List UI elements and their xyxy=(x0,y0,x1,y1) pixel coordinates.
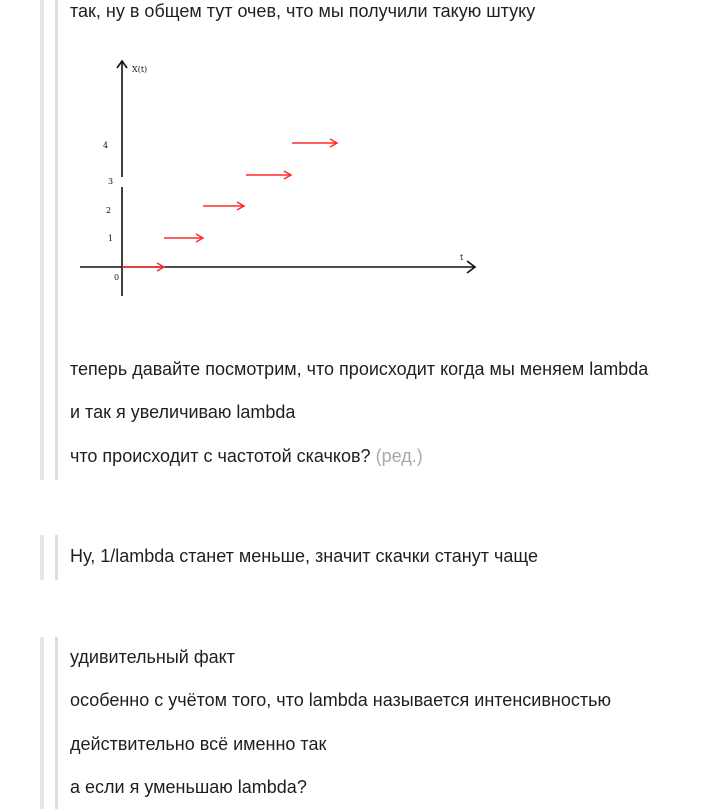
quote-bar-inner xyxy=(55,637,58,809)
message-text: и так я увеличиваю lambda xyxy=(70,402,296,422)
tick-label-4: 4 xyxy=(103,141,109,150)
message-text: Ну, 1/lambda станет меньше, значит скачки станут чаще xyxy=(70,546,538,566)
message-text: теперь давайте посмотрим, что происходит когда мы меняем lambda xyxy=(70,359,649,379)
message-text: удивительный факт xyxy=(70,647,235,667)
message-text: особенно с учётом того, что lambda называется интенсивностью xyxy=(70,690,611,710)
tick-label-0: 0 xyxy=(114,273,120,282)
message-text-with-edit xyxy=(70,445,423,467)
message-text: так, ну в общем тут очев, что мы получили такую штуку xyxy=(70,1,536,21)
tick-label-2: 2 xyxy=(106,206,112,215)
y-axis-label: X(t) xyxy=(132,65,148,74)
tick-label-3: 3 xyxy=(108,177,114,186)
message-text: а если я уменьшаю lambda? xyxy=(70,777,307,797)
message-text: что происходит с частотой скачков? xyxy=(70,446,371,466)
quote-bar xyxy=(40,535,44,580)
jump-process-diagram xyxy=(75,50,485,310)
quote-bar-inner xyxy=(55,0,58,480)
edited-label[interactable]: (ред.) xyxy=(375,446,423,466)
quote-bar-inner xyxy=(55,535,58,580)
message-text: действительно всё именно так xyxy=(70,734,327,754)
quote-bar xyxy=(40,0,44,480)
tick-label-1: 1 xyxy=(108,234,114,243)
diagram-svg xyxy=(75,50,485,310)
x-axis-label: t xyxy=(460,253,464,262)
message-3 xyxy=(40,637,725,809)
message-2 xyxy=(40,535,725,580)
quote-bar xyxy=(40,637,44,809)
